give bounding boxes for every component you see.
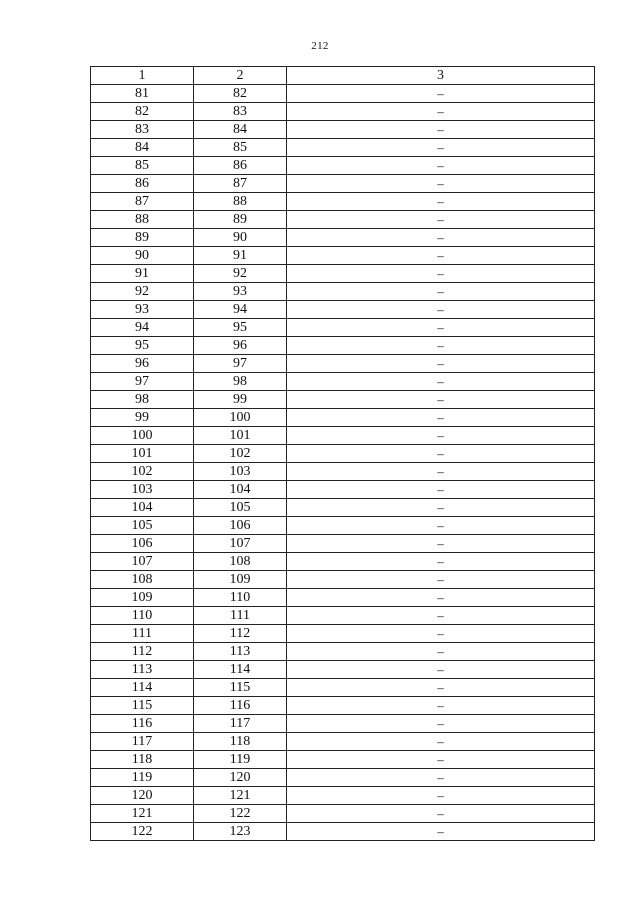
cell-col-1: 107: [91, 553, 194, 571]
cell-col-3: –: [287, 517, 595, 535]
cell-col-3: –: [287, 247, 595, 265]
table-row: [91, 139, 595, 157]
cell-col-3: –: [287, 769, 595, 787]
cell-col-2: 107: [194, 535, 287, 553]
cell-col-3: –: [287, 337, 595, 355]
cell-col-1: 118: [91, 751, 194, 769]
cell-col-2: 108: [194, 553, 287, 571]
table-row: [91, 535, 595, 553]
cell-col-3: –: [287, 823, 595, 841]
header-row: [91, 67, 595, 85]
table-row: [91, 769, 595, 787]
cell-col-1: 95: [91, 337, 194, 355]
column-header-2: 2: [194, 67, 287, 85]
table-row: [91, 355, 595, 373]
cell-col-2: 115: [194, 679, 287, 697]
cell-col-1: 81: [91, 85, 194, 103]
cell-col-3: –: [287, 391, 595, 409]
cell-col-1: 97: [91, 373, 194, 391]
table-row: [91, 85, 595, 103]
cell-col-3: –: [287, 535, 595, 553]
cell-col-3: –: [287, 805, 595, 823]
table-row: [91, 409, 595, 427]
table-row: [91, 283, 595, 301]
cell-col-3: –: [287, 715, 595, 733]
cell-col-2: 111: [194, 607, 287, 625]
cell-col-2: 113: [194, 643, 287, 661]
cell-col-2: 96: [194, 337, 287, 355]
cell-col-3: –: [287, 733, 595, 751]
table-header: [91, 67, 595, 85]
cell-col-3: –: [287, 229, 595, 247]
cell-col-2: 112: [194, 625, 287, 643]
table-row: [91, 679, 595, 697]
cell-col-1: 109: [91, 589, 194, 607]
cell-col-3: –: [287, 301, 595, 319]
cell-col-2: 86: [194, 157, 287, 175]
cell-col-1: 94: [91, 319, 194, 337]
cell-col-2: 110: [194, 589, 287, 607]
table-row: [91, 445, 595, 463]
table-row: [91, 805, 595, 823]
cell-col-3: –: [287, 211, 595, 229]
cell-col-1: 121: [91, 805, 194, 823]
cell-col-2: 95: [194, 319, 287, 337]
cell-col-3: –: [287, 121, 595, 139]
table-row: [91, 643, 595, 661]
cell-col-2: 118: [194, 733, 287, 751]
table-row: [91, 661, 595, 679]
cell-col-2: 88: [194, 193, 287, 211]
cell-col-1: 85: [91, 157, 194, 175]
cell-col-2: 97: [194, 355, 287, 373]
cell-col-2: 101: [194, 427, 287, 445]
table-row: [91, 517, 595, 535]
cell-col-3: –: [287, 463, 595, 481]
cell-col-2: 84: [194, 121, 287, 139]
cell-col-3: –: [287, 373, 595, 391]
cell-col-2: 114: [194, 661, 287, 679]
cell-col-3: –: [287, 157, 595, 175]
cell-col-2: 100: [194, 409, 287, 427]
table-row: [91, 553, 595, 571]
table-row: [91, 427, 595, 445]
cell-col-1: 89: [91, 229, 194, 247]
cell-col-1: 116: [91, 715, 194, 733]
cell-col-2: 87: [194, 175, 287, 193]
table-row: [91, 391, 595, 409]
cell-col-2: 90: [194, 229, 287, 247]
cell-col-1: 110: [91, 607, 194, 625]
table-row: [91, 499, 595, 517]
cell-col-1: 84: [91, 139, 194, 157]
cell-col-2: 109: [194, 571, 287, 589]
cell-col-1: 91: [91, 265, 194, 283]
cell-col-2: 123: [194, 823, 287, 841]
cell-col-1: 115: [91, 697, 194, 715]
table-row: [91, 823, 595, 841]
cell-col-2: 91: [194, 247, 287, 265]
table-row: [91, 589, 595, 607]
cell-col-3: –: [287, 643, 595, 661]
table-row: [91, 571, 595, 589]
table-row: [91, 193, 595, 211]
cell-col-3: –: [287, 751, 595, 769]
table-row: [91, 265, 595, 283]
table-row: [91, 463, 595, 481]
cell-col-3: –: [287, 553, 595, 571]
cell-col-2: 105: [194, 499, 287, 517]
table-row: [91, 229, 595, 247]
cell-col-2: 102: [194, 445, 287, 463]
cell-col-3: –: [287, 625, 595, 643]
cell-col-2: 83: [194, 103, 287, 121]
table-row: [91, 103, 595, 121]
cell-col-1: 82: [91, 103, 194, 121]
cell-col-3: –: [287, 193, 595, 211]
cell-col-2: 82: [194, 85, 287, 103]
cell-col-3: –: [287, 589, 595, 607]
cell-col-2: 85: [194, 139, 287, 157]
cell-col-1: 96: [91, 355, 194, 373]
table-row: [91, 373, 595, 391]
table-row: [91, 733, 595, 751]
column-header-3: 3: [287, 67, 595, 85]
cell-col-1: 114: [91, 679, 194, 697]
table-row: [91, 337, 595, 355]
table-row: [91, 301, 595, 319]
cell-col-2: 103: [194, 463, 287, 481]
table-body: [91, 85, 595, 841]
table-row: [91, 247, 595, 265]
cell-col-2: 92: [194, 265, 287, 283]
cell-col-3: –: [287, 409, 595, 427]
cell-col-2: 94: [194, 301, 287, 319]
table-row: [91, 751, 595, 769]
table-row: [91, 175, 595, 193]
cell-col-2: 116: [194, 697, 287, 715]
cell-col-3: –: [287, 661, 595, 679]
cell-col-3: –: [287, 697, 595, 715]
cell-col-1: 119: [91, 769, 194, 787]
cell-col-1: 92: [91, 283, 194, 301]
cell-col-3: –: [287, 499, 595, 517]
cell-col-1: 120: [91, 787, 194, 805]
cell-col-1: 111: [91, 625, 194, 643]
table-row: [91, 715, 595, 733]
cell-col-2: 121: [194, 787, 287, 805]
cell-col-3: –: [287, 85, 595, 103]
table-row: [91, 697, 595, 715]
table-row: [91, 121, 595, 139]
table-row: [91, 607, 595, 625]
cell-col-3: –: [287, 445, 595, 463]
cell-col-2: 99: [194, 391, 287, 409]
cell-col-3: –: [287, 139, 595, 157]
cell-col-3: –: [287, 607, 595, 625]
cell-col-3: –: [287, 787, 595, 805]
column-header-1: 1: [91, 67, 194, 85]
cell-col-1: 93: [91, 301, 194, 319]
cell-col-2: 98: [194, 373, 287, 391]
cell-col-1: 90: [91, 247, 194, 265]
cell-col-1: 102: [91, 463, 194, 481]
data-table: [90, 66, 595, 841]
cell-col-2: 119: [194, 751, 287, 769]
cell-col-1: 113: [91, 661, 194, 679]
cell-col-3: –: [287, 679, 595, 697]
cell-col-1: 86: [91, 175, 194, 193]
cell-col-2: 122: [194, 805, 287, 823]
cell-col-1: 103: [91, 481, 194, 499]
page-number: 212: [311, 40, 329, 52]
cell-col-1: 105: [91, 517, 194, 535]
cell-col-2: 104: [194, 481, 287, 499]
cell-col-1: 83: [91, 121, 194, 139]
cell-col-1: 117: [91, 733, 194, 751]
cell-col-3: –: [287, 103, 595, 121]
cell-col-1: 122: [91, 823, 194, 841]
cell-col-1: 87: [91, 193, 194, 211]
cell-col-3: –: [287, 427, 595, 445]
cell-col-2: 117: [194, 715, 287, 733]
cell-col-1: 112: [91, 643, 194, 661]
cell-col-1: 104: [91, 499, 194, 517]
cell-col-3: –: [287, 175, 595, 193]
table-row: [91, 481, 595, 499]
cell-col-1: 99: [91, 409, 194, 427]
cell-col-1: 106: [91, 535, 194, 553]
cell-col-3: –: [287, 481, 595, 499]
cell-col-1: 101: [91, 445, 194, 463]
table-row: [91, 625, 595, 643]
cell-col-3: –: [287, 355, 595, 373]
cell-col-3: –: [287, 571, 595, 589]
table-row: [91, 787, 595, 805]
cell-col-1: 100: [91, 427, 194, 445]
cell-col-2: 120: [194, 769, 287, 787]
cell-col-1: 88: [91, 211, 194, 229]
cell-col-3: –: [287, 265, 595, 283]
table-row: [91, 157, 595, 175]
cell-col-2: 93: [194, 283, 287, 301]
cell-col-3: –: [287, 319, 595, 337]
cell-col-3: –: [287, 283, 595, 301]
cell-col-1: 98: [91, 391, 194, 409]
cell-col-2: 89: [194, 211, 287, 229]
table-row: [91, 319, 595, 337]
cell-col-1: 108: [91, 571, 194, 589]
table-row: [91, 211, 595, 229]
cell-col-2: 106: [194, 517, 287, 535]
